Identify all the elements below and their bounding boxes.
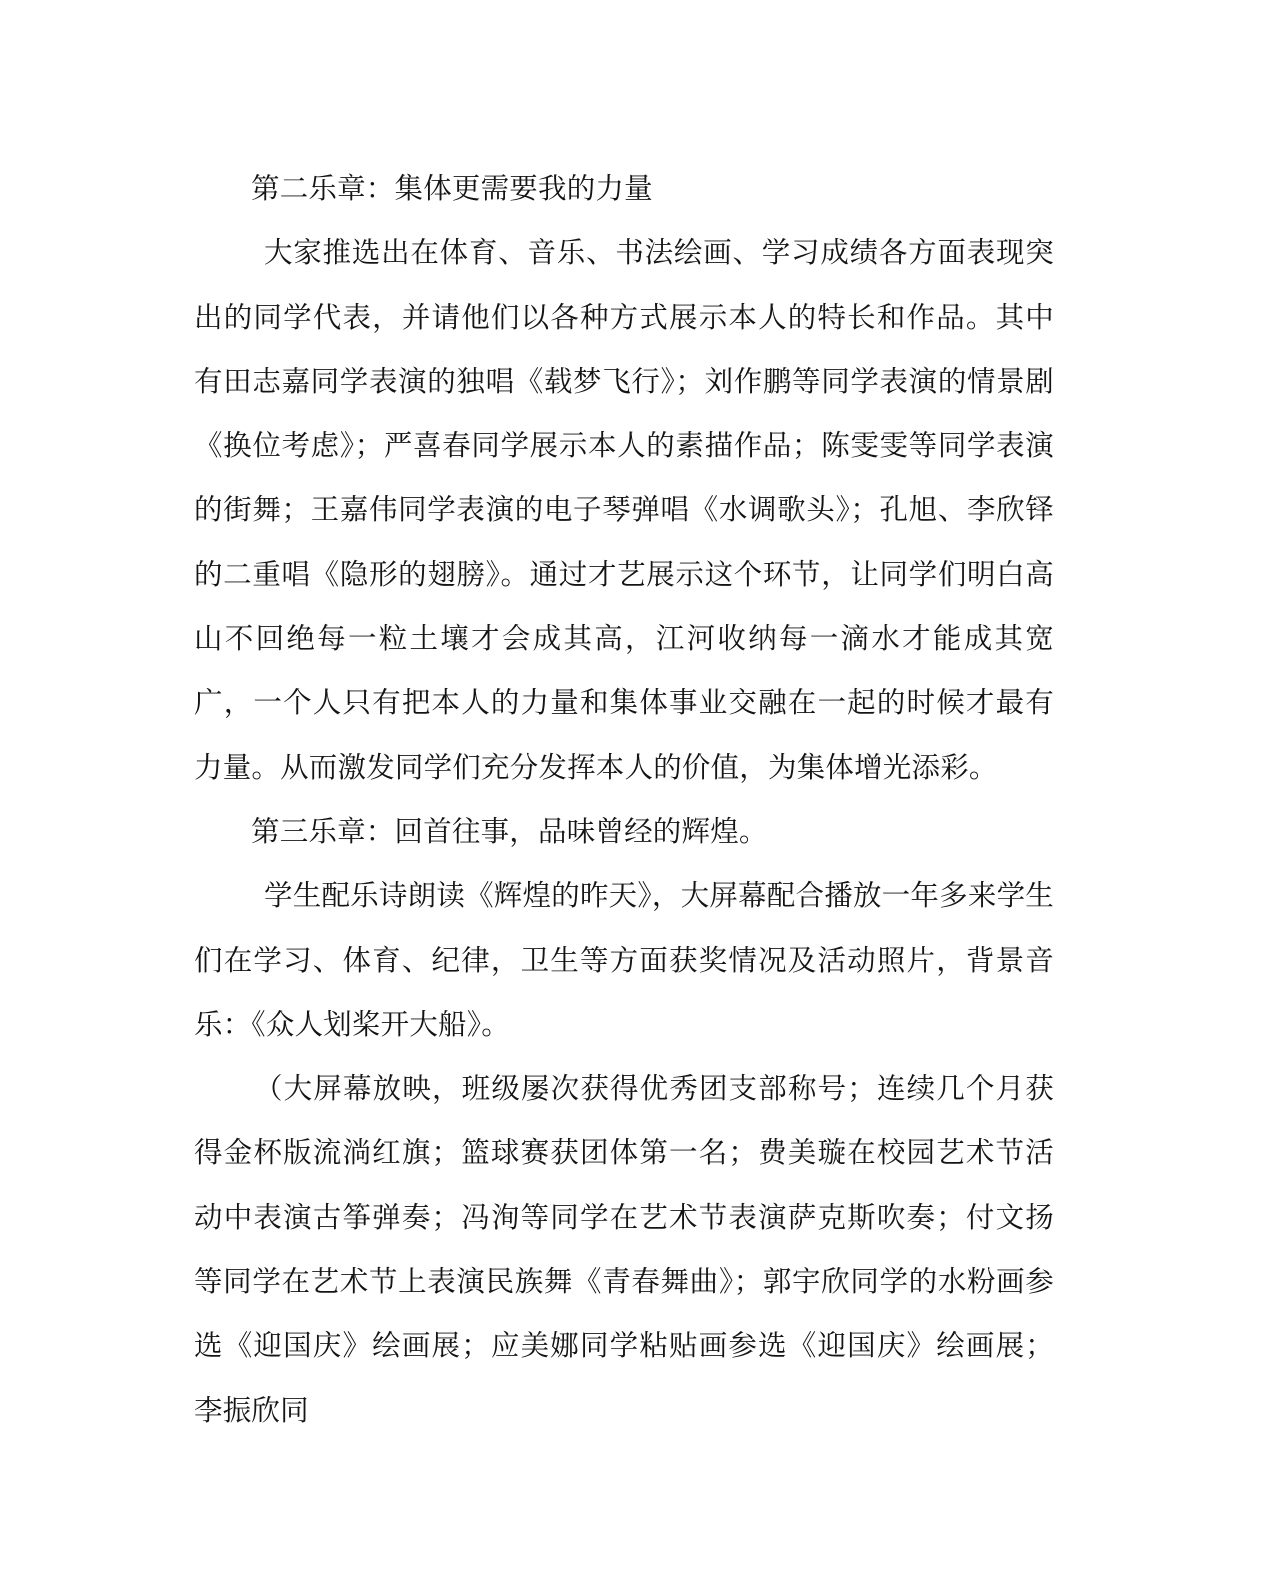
paragraph-poem-recital: 学生配乐诗朗读《辉煌的昨天》，大屏幕配合播放一年多来学生们在学习、体育、纪律，卫生等方面获奖情况及活动照片，背景音乐：《众人划桨开大船》。 <box>194 879 1054 1041</box>
document-body <box>194 157 1054 1443</box>
paragraph-talent-show: 大家推选出在体育、音乐、书法绘画、学习成绩各方面表现突出的同学代表，并请他们以各种方式展示本人的特长和作品。其中有田志嘉同学表演的独唱《载梦飞行》；刘作鹏等同学表演的情景剧《换位考虑》；严喜春同学展示本人的素描作品；陈雯雯等同学表演的街舞；王嘉伟同学表演的电子琴弹唱《水调歌头》；孔旭、李欣铎的二重唱《隐形的翅膀》。通过才艺展示这个环节，让同学们明白高山不回绝每一粒土壤才会成其高，江河收纳每一滴水才能成其宽广，一个人只有把本人的力量和集体事业交融在一起的时候才最有力量。从而激发同学们充分发挥本人的价值，为集体增光添彩。 <box>194 236 1054 784</box>
section-heading-3: 第三乐章：回首往事，品味曾经的辉煌。 <box>251 814 768 848</box>
section-heading-2: 第二乐章：集体更需要我的力量 <box>251 172 653 205</box>
paragraph-screen-show: （大屏幕放映，班级屡次获得优秀团支部称号；连续几个月获得金杯版流淌红旗；篮球赛获团体第一名；费美璇在校园艺术节活动中表演古筝弹奏；冯洵等同学在艺术节表演萨克斯吹奏；付文扬等同学在艺术节上表演民族舞《青春舞曲》；郭宇欣同学的水粉画参选《迎国庆》绘画展；应美娜同学粘贴画参选《迎国庆》绘画展；李振欣同 <box>194 1072 1054 1427</box>
